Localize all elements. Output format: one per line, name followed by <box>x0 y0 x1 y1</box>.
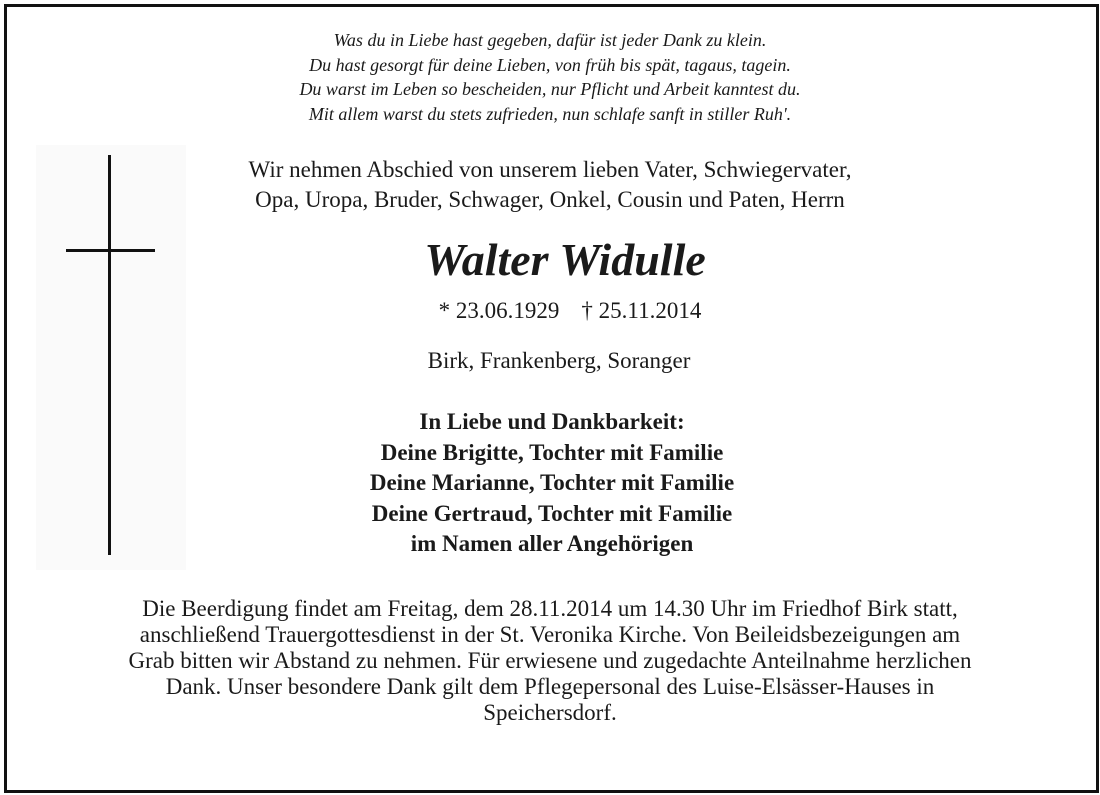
poem-line: Was du in Liebe hast gegeben, dafür ist jeder Dank zu klein. <box>333 30 767 50</box>
intro-line: Wir nehmen Abschied von unserem lieben Vater, Schwiegervater, <box>248 157 852 182</box>
notice-line: Speichersdorf. <box>483 700 617 725</box>
poem-line: Du warst im Leben so bescheiden, nur Pflicht und Arbeit kanntest du. <box>299 79 801 99</box>
memorial-poem <box>0 28 1100 126</box>
deceased-name: Walter Widulle <box>424 234 706 285</box>
birth-date: * 23.06.1929 <box>438 298 560 323</box>
notice-line: anschließend Trauergottesdienst in der St. Veronika Kirche. Von Beileidsbezeigungen am <box>139 622 961 647</box>
mourners-heading: In Liebe und Dankbarkeit: <box>419 409 685 434</box>
notice-line: Die Beerdigung findet am Freitag, dem 28.11.2014 um 14.30 Uhr im Friedhof Birk statt, <box>142 596 958 621</box>
mourner-entry: Deine Brigitte, Tochter mit Familie <box>380 439 724 465</box>
funeral-notice <box>0 596 1100 726</box>
poem-line: Du hast gesorgt für deine Lieben, von früh bis spät, tagaus, tagein. <box>309 54 791 75</box>
mourner-entry: Deine Marianne, Tochter mit Familie <box>369 470 735 495</box>
home-places: Birk, Frankenberg, Soranger <box>427 348 691 373</box>
farewell-intro <box>0 155 1100 215</box>
notice-line: Grab bitten wir Abstand zu nehmen. Für erwiesene und zugedachte Anteilnahme herzlichen <box>128 648 972 673</box>
mourner-entry: im Namen aller Angehörigen <box>410 531 694 556</box>
notice-line: Dank. Unser besondere Dank gilt dem Pflegepersonal des Luise-Elsässer-Hauses in <box>165 674 935 699</box>
poem-line: Mit allem warst du stets zufrieden, nun schlafe sanft in stiller Ruh'. <box>308 103 792 124</box>
mourner-entry: Deine Gertraud, Tochter mit Familie <box>371 500 733 526</box>
intro-line: Opa, Uropa, Bruder, Schwager, Onkel, Cousin und Paten, Herrn <box>255 187 845 212</box>
mourners-list <box>0 407 1100 560</box>
life-dates <box>0 296 1100 326</box>
death-date: † 25.11.2014 <box>581 298 702 323</box>
